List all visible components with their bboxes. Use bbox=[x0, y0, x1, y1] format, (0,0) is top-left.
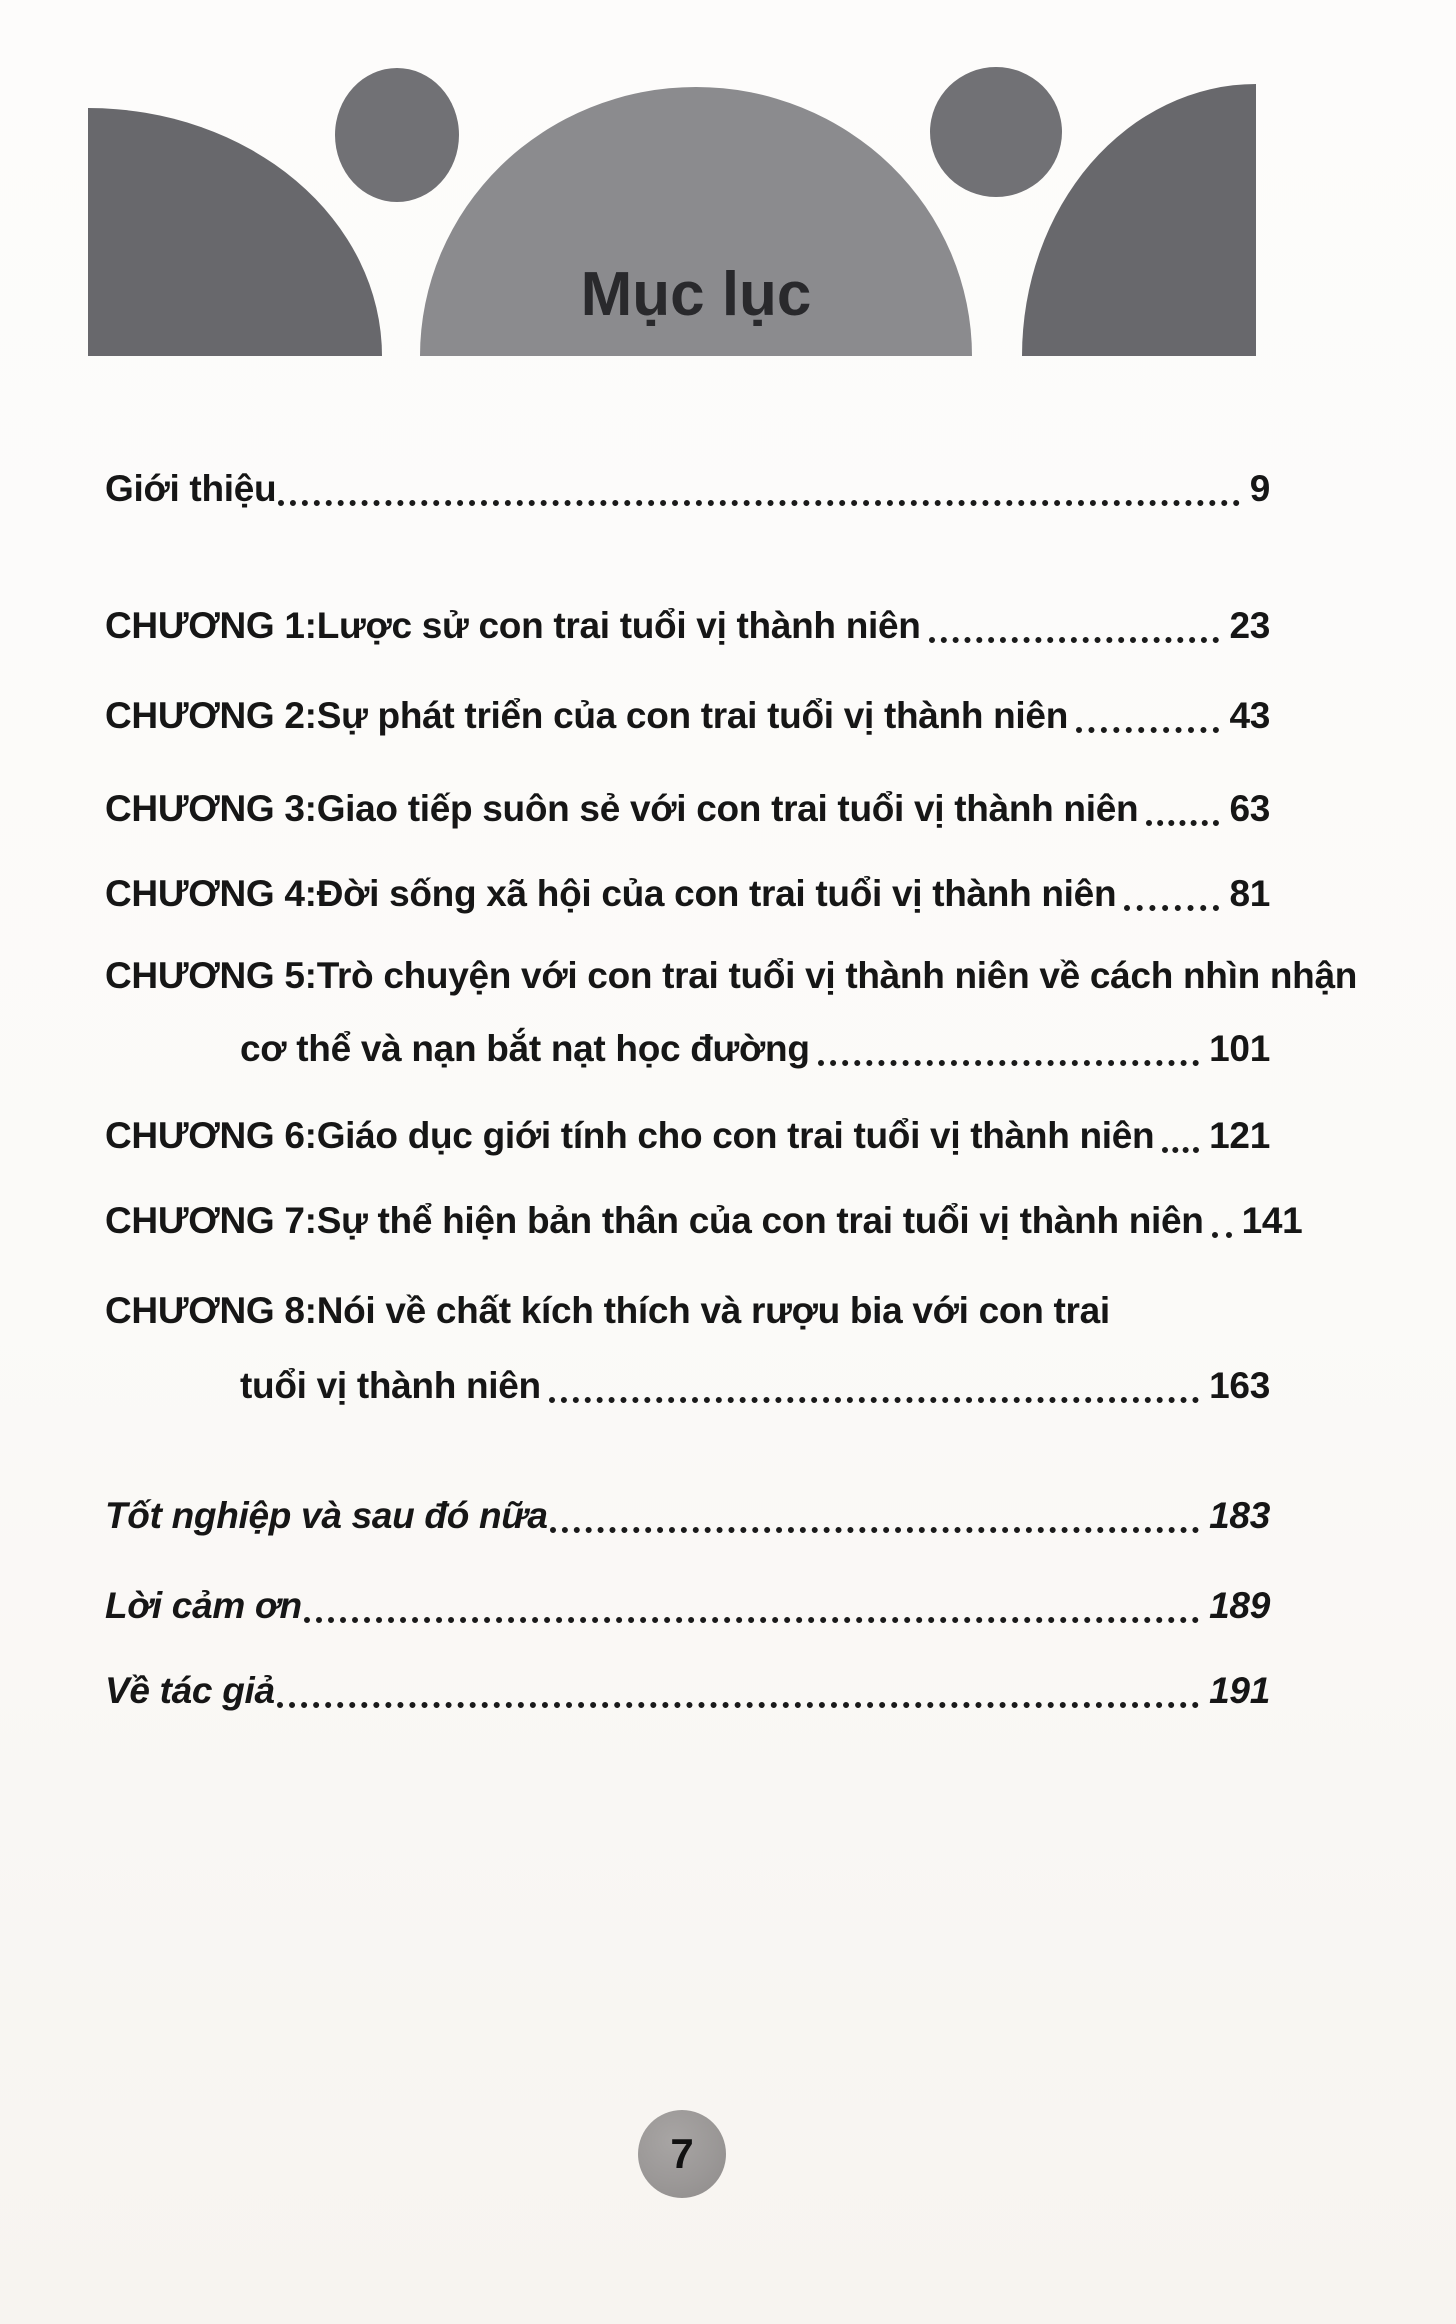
chapter-label: CHƯƠNG 1: bbox=[105, 605, 317, 646]
chapter-title-line-2: tuổi vị thành niên bbox=[240, 1365, 541, 1406]
toc-row-chapter-7 bbox=[105, 1195, 1303, 1247]
page-ref: 101 bbox=[1209, 1028, 1270, 1069]
dot-leader bbox=[929, 637, 1220, 643]
chapter-title-line-2: cơ thể và nạn bắt nạt học đường bbox=[240, 1028, 810, 1069]
dot-leader bbox=[278, 500, 1239, 506]
toc-row-graduation bbox=[105, 1490, 1270, 1542]
page-title: Mục lục bbox=[580, 260, 812, 329]
page-ref: 9 bbox=[1249, 468, 1270, 509]
dot-leader bbox=[1162, 1147, 1199, 1153]
toc-row-chapter-8-line-1 bbox=[105, 1285, 1270, 1337]
entry-title: Giới thiệu bbox=[105, 468, 277, 509]
entry-title: Về tác giả bbox=[105, 1670, 275, 1711]
dot-leader bbox=[1076, 727, 1219, 733]
toc-row-chapter-6 bbox=[105, 1110, 1270, 1162]
chapter-title: Giáo dục giới tính cho con trai tuổi vị thành niên bbox=[316, 1115, 1155, 1156]
toc-row-about-author bbox=[105, 1665, 1270, 1717]
chapter-label: CHƯƠNG 8: bbox=[105, 1290, 317, 1331]
chapter-title: Sự thể hiện bản thân của con trai tuổi vị thành niên bbox=[316, 1200, 1204, 1241]
entry-title: Tốt nghiệp và sau đó nữa bbox=[105, 1495, 548, 1536]
header-art bbox=[0, 0, 1456, 360]
toc-row-chapter-5-line-2 bbox=[105, 1023, 1270, 1075]
circle-right-shape bbox=[930, 67, 1062, 197]
page-ref: 141 bbox=[1241, 1200, 1303, 1241]
dot-leader bbox=[1212, 1232, 1232, 1238]
chapter-label: CHƯƠNG 4: bbox=[105, 873, 317, 914]
dot-leader bbox=[277, 1702, 1199, 1708]
page-ref: 163 bbox=[1209, 1365, 1270, 1406]
chapter-title-line-1: Nói về chất kích thích và rượu bia với con trai bbox=[316, 1290, 1110, 1331]
chapter-title: Lược sử con trai tuổi vị thành niên bbox=[316, 605, 921, 646]
chapter-label: CHƯƠNG 3: bbox=[105, 788, 317, 829]
page-number: 7 bbox=[670, 2130, 694, 2177]
page-ref: 23 bbox=[1229, 605, 1270, 646]
center-dome-shape bbox=[420, 87, 972, 356]
chapter-title: Sự phát triển của con trai tuổi vị thành niên bbox=[316, 695, 1068, 736]
dot-leader bbox=[550, 1527, 1199, 1533]
chapter-title: Giao tiếp suôn sẻ với con trai tuổi vị thành niên bbox=[316, 788, 1139, 829]
dot-leader bbox=[304, 1617, 1199, 1623]
back-matter-section bbox=[105, 1490, 1270, 1717]
dot-leader bbox=[1146, 820, 1219, 826]
chapter-label: CHƯƠNG 2: bbox=[105, 695, 317, 736]
chapter-label: CHƯƠNG 6: bbox=[105, 1115, 317, 1156]
page-ref: 191 bbox=[1209, 1670, 1270, 1711]
page-ref: 63 bbox=[1229, 788, 1270, 829]
page-number-badge bbox=[638, 2110, 726, 2198]
chapter-title: Đời sống xã hội của con trai tuổi vị thành niên bbox=[316, 873, 1117, 914]
page-ref: 189 bbox=[1209, 1585, 1270, 1626]
toc-row-chapter-5-line-1 bbox=[105, 950, 1358, 1002]
toc-row-chapter-1 bbox=[105, 600, 1270, 652]
dot-leader bbox=[818, 1060, 1199, 1066]
entry-title: Lời cảm ơn bbox=[105, 1585, 302, 1626]
toc-row-chapter-2 bbox=[105, 690, 1270, 742]
toc-row-chapter-8-line-2 bbox=[105, 1360, 1270, 1412]
circle-left-shape bbox=[335, 68, 459, 202]
chapter-label: CHƯƠNG 5: bbox=[105, 955, 317, 996]
chapter-label: CHƯƠNG 7: bbox=[105, 1200, 317, 1241]
toc-row-chapter-4 bbox=[105, 868, 1270, 920]
page-ref: 43 bbox=[1229, 695, 1270, 736]
page-ref: 81 bbox=[1229, 873, 1270, 914]
dot-leader bbox=[1124, 905, 1219, 911]
chapter-title-line-1: Trò chuyện với con trai tuổi vị thành niên về cách nhìn nhận bbox=[316, 955, 1358, 996]
table-of-contents bbox=[105, 463, 1358, 1717]
toc-row-acknowledgements bbox=[105, 1580, 1270, 1632]
toc-row-intro bbox=[105, 463, 1270, 515]
page-ref: 121 bbox=[1209, 1115, 1270, 1156]
toc-row-chapter-3 bbox=[105, 783, 1270, 835]
dot-leader bbox=[549, 1397, 1199, 1403]
page-ref: 183 bbox=[1209, 1495, 1270, 1536]
